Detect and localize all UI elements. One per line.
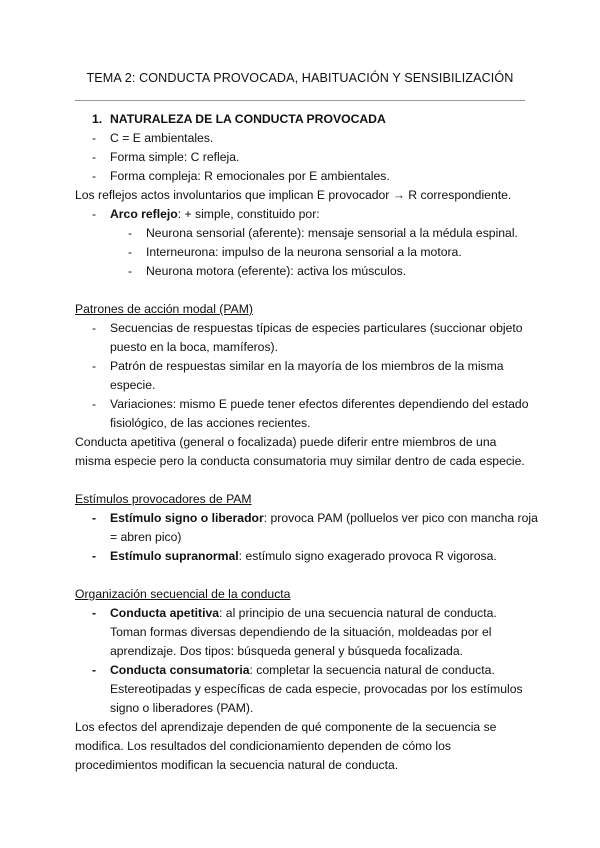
estimulo-supranormal-text: : estímulo signo exagerado provoca R vigorosa. <box>238 549 497 563</box>
organizacion-paragraph: modifica. Los resultados del condicionamiento dependen de cómo los <box>75 739 452 753</box>
list-item-continuation: Estereotipadas y específicas de cada especie, provocadas por los estímulos <box>110 682 523 696</box>
list-item: Neurona motora (eferente): activa los músculos. <box>146 264 407 278</box>
list-item <box>110 661 495 679</box>
list-item-continuation: Toman formas diversas dependiendo de la situación, moldeadas por el <box>110 625 492 639</box>
list-item <box>110 205 320 223</box>
bullet-dash: - <box>92 397 97 411</box>
pam-paragraph: Conducta apetitiva (general o focalizada) puede diferir entre miembros de una <box>75 435 497 449</box>
title-divider <box>75 100 525 101</box>
bullet-dash: - <box>92 606 97 620</box>
organizacion-heading: Organización secuencial de la conducta <box>75 587 291 601</box>
arco-reflejo-text: : + simple, constituido por: <box>177 207 320 221</box>
bullet-dash: - <box>92 207 97 221</box>
estimulo-signo-text: : provoca PAM (polluelos ver pico con mancha roja <box>263 511 538 525</box>
bullet-dash: - <box>92 150 97 164</box>
list-item-continuation: puesto en la boca, mamíferos). <box>110 340 279 354</box>
list-item: Interneurona: impulso de la neurona sensorial a la motora. <box>146 245 462 259</box>
estimulo-signo-label: Estímulo signo o liberador <box>110 511 264 525</box>
list-item <box>110 509 538 527</box>
page-title: TEMA 2: CONDUCTA PROVOCADA, HABITUACIÓN Y SENSIBILIZACIÓN <box>86 71 514 85</box>
conducta-apetitiva-label: Conducta apetitiva <box>110 606 220 620</box>
conducta-apetitiva-text: : al principio de una secuencia natural de conducta. <box>219 606 497 620</box>
pam-heading: Patrones de acción modal (PAM) <box>75 302 253 316</box>
arco-reflejo-label: Arco reflejo <box>110 207 178 221</box>
list-item: Patrón de respuestas similar en la mayoría de los miembros de la misma <box>110 359 504 373</box>
pam-paragraph: misma especie pero la conducta consumatoria muy similar dentro de cada especie. <box>75 454 525 468</box>
list-item: Forma simple: C refleja. <box>110 150 240 164</box>
bullet-dash: - <box>92 549 97 563</box>
bullet-dash: - <box>92 663 97 677</box>
bullet-dash: - <box>92 511 97 525</box>
bullet-dash: - <box>92 359 97 373</box>
organizacion-paragraph: Los efectos del aprendizaje dependen de qué componente de la secuencia se <box>75 720 497 734</box>
list-item-continuation: aprendizaje. Dos tipos: búsqueda general y búsqueda focalizada. <box>110 644 464 658</box>
list-item-continuation: signo o liberadores (PAM). <box>110 701 254 715</box>
estimulos-heading: Estímulos provocadores de PAM <box>75 492 252 506</box>
list-item <box>110 547 497 565</box>
list-item: Variaciones: mismo E puede tener efectos diferentes dependiendo del estado <box>110 397 529 411</box>
section1-heading: NATURALEZA DE LA CONDUCTA PROVOCADA <box>110 112 386 126</box>
organizacion-paragraph: procedimientos modifican la secuencia natural de conducta. <box>75 758 399 772</box>
section1-number: 1. <box>92 112 103 126</box>
bullet-dash: - <box>128 264 133 278</box>
list-item-continuation: fisiológico, de las acciones recientes. <box>110 416 311 430</box>
list-item: Neurona sensorial (aferente): mensaje sensorial a la médula espinal. <box>146 226 518 240</box>
conducta-consumatoria-text: : completar la secuencia natural de conducta. <box>249 663 495 677</box>
list-item: C = E ambientales. <box>110 131 214 145</box>
bullet-dash: - <box>92 321 97 335</box>
bullet-dash: - <box>92 131 97 145</box>
list-item-continuation: = abren pico) <box>110 530 182 544</box>
bullet-dash: - <box>128 226 133 240</box>
bullet-dash: - <box>128 245 133 259</box>
conducta-consumatoria-label: Conducta consumatoria <box>110 663 250 677</box>
estimulo-supranormal-label: Estímulo supranormal <box>110 549 239 563</box>
list-item: Forma compleja: R emocionales por E ambientales. <box>110 169 390 183</box>
list-item-continuation: especie. <box>110 378 156 392</box>
list-item: Secuencias de respuestas típicas de especies particulares (succionar objeto <box>110 321 523 335</box>
bullet-dash: - <box>92 169 97 183</box>
list-item <box>110 604 497 622</box>
reflex-paragraph: Los reflejos actos involuntarios que implican E provocador → R correspondiente. <box>75 188 512 202</box>
